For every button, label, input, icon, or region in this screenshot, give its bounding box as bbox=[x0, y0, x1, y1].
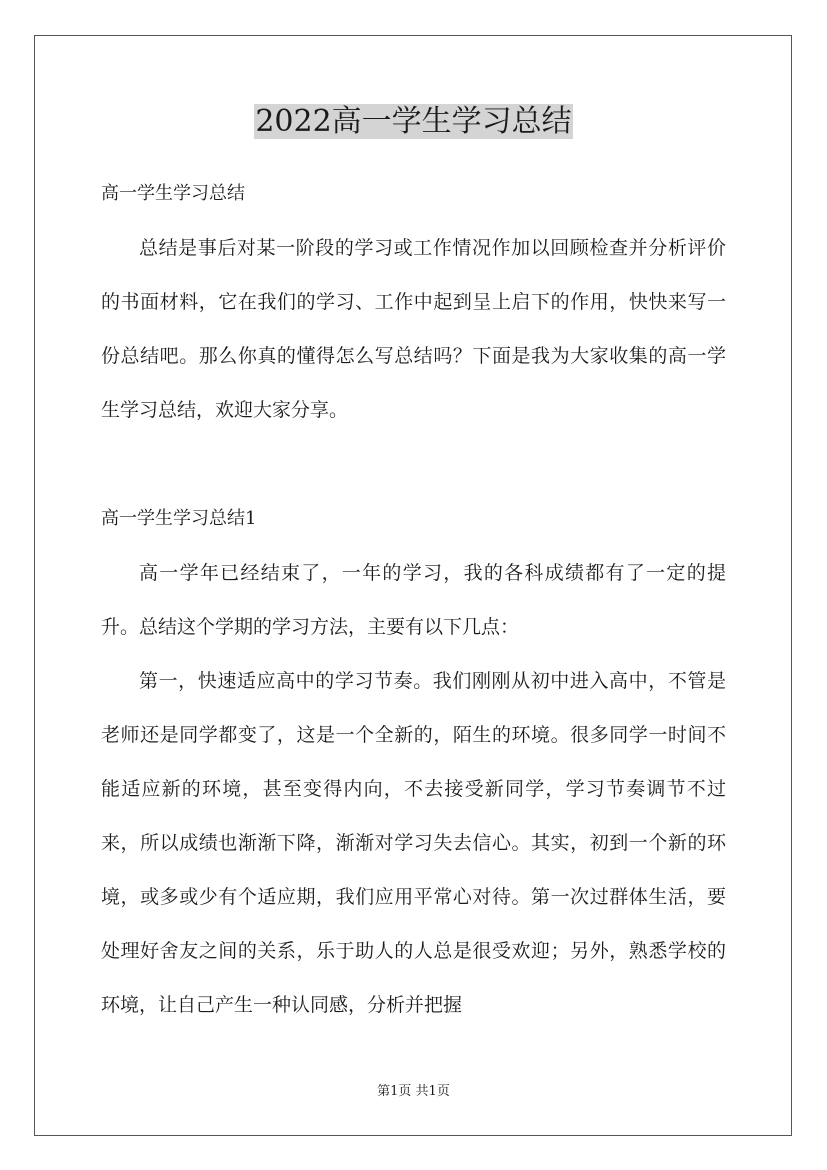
document-title bbox=[0, 100, 827, 144]
paragraph-1: 高一学年已经结束了，一年的学习，我的各科成绩都有了一定的提升。总结这个学期的学习方法，主要有以下几点： bbox=[101, 562, 726, 638]
document-title-text: 2022高一学生学习总结 bbox=[255, 104, 572, 139]
page-footer: 第1页 共1页 bbox=[377, 1084, 450, 1099]
intro-paragraph: 总结是事后对某一阶段的学习或工作情况作加以回顾检查并分析评价的书面材料，它在我们的学习、工作中起到呈上启下的作用，快快来写一份总结吧。那么你真的懂得怎么写总结吗？下面是我为大家收集的高一学生学习总结，欢迎大家分享。 bbox=[101, 237, 726, 421]
section-heading-intro: 高一学生学习总结 bbox=[101, 183, 245, 204]
section-heading-1: 高一学生学习总结1 bbox=[101, 508, 257, 529]
paragraph-2: 第一，快速适应高中的学习节奏。我们刚刚从初中进入高中，不管是老师还是同学都变了，这是一个全新的，陌生的环境。很多同学一时间不能适应新的环境，甚至变得内向，不去接受新同学，学习节奏调节不过来，所以成绩也渐渐下降，渐渐对学习失去信心。其实，初到一个新的环境，或多或少有个适应期，我们应用平常心对待。第一次过群体生活，要处理好舍友之间的关系，乐于助人的人总是很受欢迎；另外，熟悉学校的环境，让自己产生一种认同感，分析并把握 bbox=[101, 670, 726, 1016]
